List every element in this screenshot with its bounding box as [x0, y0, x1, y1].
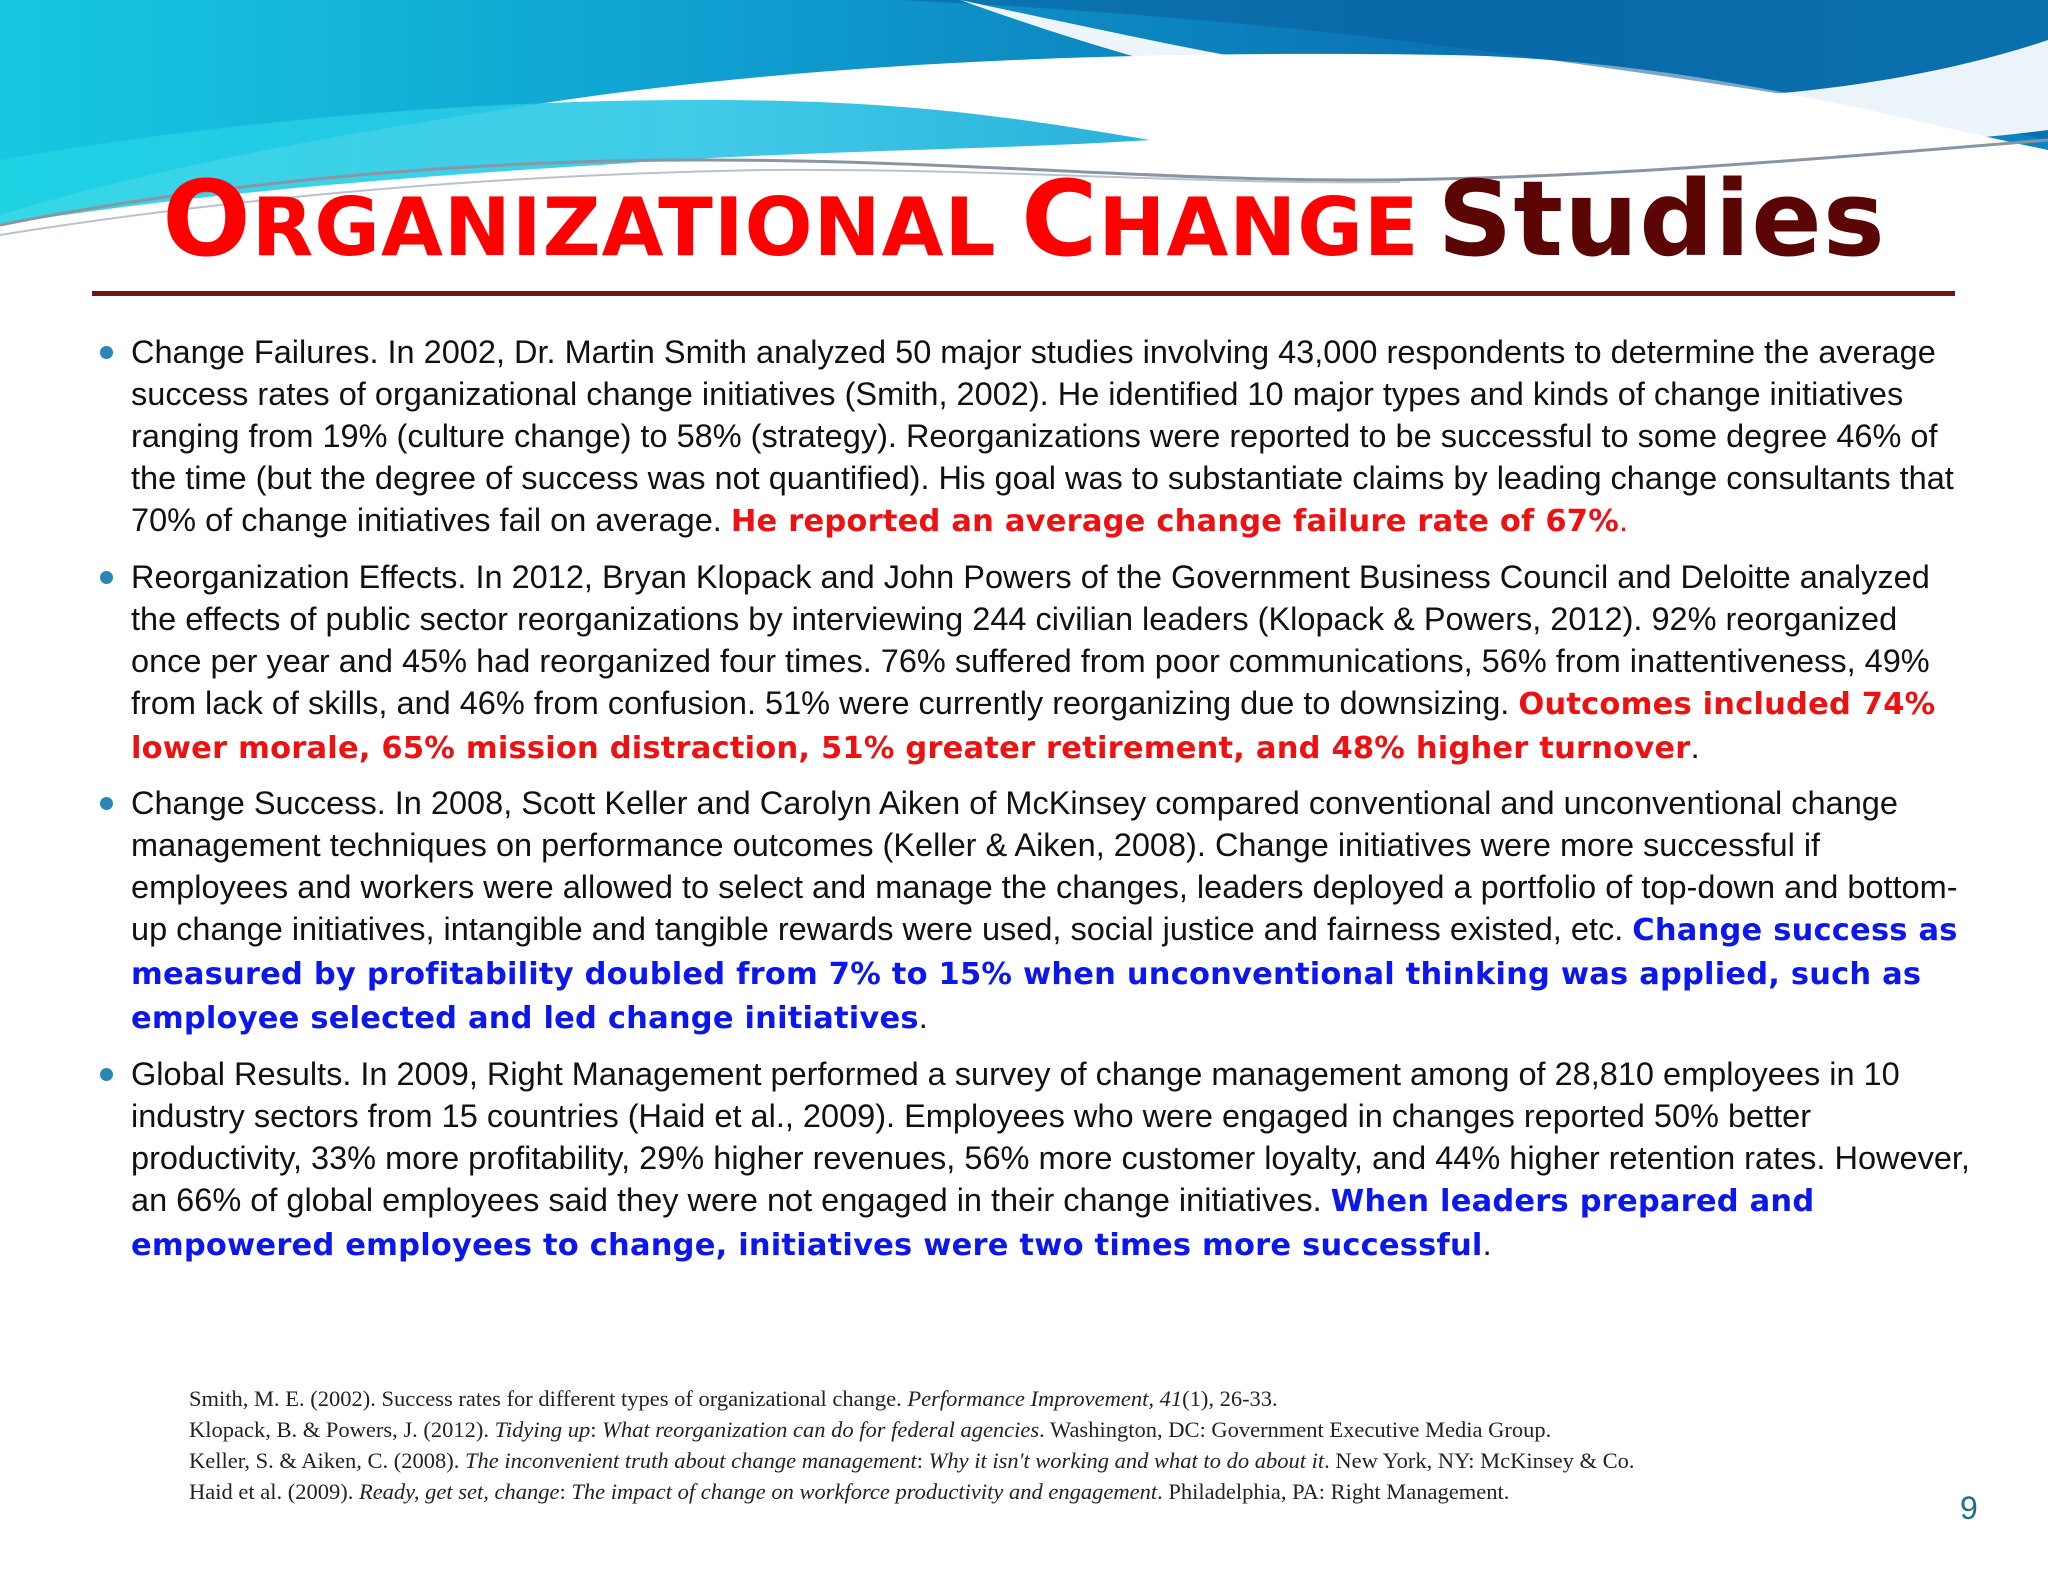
reference-text: Haid et al. (2009).: [189, 1479, 359, 1504]
reference-item: [189, 1414, 1969, 1445]
title-word-studies: Studies: [1437, 158, 1886, 280]
bullet-end: .: [1618, 502, 1628, 538]
reference-text: Klopack, B. & Powers, J. (2012).: [189, 1417, 495, 1442]
bullet-text: Reorganization Effects. In 2012, Bryan Klopack and John Powers of the Government Business Council and Deloitte analyzed the effects of public sector reorganizations by interviewing 244 civilian leaders (Klopack & Powers, 2012). 92% reorganized once per year and 45% had reorganized four times. 76% suffered from poor communications, 56% from inattentiveness, 49% from lack of skills, and 46% from confusion. 51% were currently reorganizing due to downsizing.: [131, 558, 1930, 721]
bullet-highlight: When leaders prepared and empowered employees to change, initiatives were two times more successful: [131, 1183, 1815, 1263]
reference-text: (1), 26-33.: [1182, 1386, 1278, 1411]
bullet-text: Change Failures. In 2002, Dr. Martin Smith analyzed 50 major studies involving 43,000 respondents to determine the average success rates of organizational change initiatives (Smith, 2002). He identified 10 major types and kinds of change initiatives ranging from 19% (culture change) to 58% (strategy). Reorganizations were reported to be successful to some degree 46% of the time (but the degree of success was not quantified). His goal was to substantiate claims by leading change consultants that 70% of change initiatives fail on average.: [131, 334, 1954, 538]
bullet-end: .: [918, 999, 928, 1035]
bullet-text: Global Results. In 2009, Right Management performed a survey of change management among of 28,810 employees in 10 industry sectors from 15 countries (Haid et al., 2009). Employees who were engaged in changes reported 50% better productivity, 33% more profitability, 29% higher revenues, 56% more customer loyalty, and 44% higher retention rates. However, an 66% of global employees said they were not engaged in their change initiatives.: [131, 1055, 1970, 1218]
bullet-dot-icon: [100, 571, 113, 584]
reference-italic: Tidying up: [494, 1417, 591, 1442]
reference-text: . Philadelphia, PA: Right Management.: [1157, 1479, 1510, 1504]
reference-text: Smith, M. E. (2002). Success rates for different types of organizational change.: [189, 1386, 908, 1411]
reference-item: [189, 1476, 1969, 1507]
reference-italic: The inconvenient truth about change management: [464, 1448, 917, 1473]
bullet-list: [96, 331, 1976, 1279]
bullet-dot-icon: [100, 797, 113, 810]
reference-text: . Washington, DC: Government Executive Media Group.: [1039, 1417, 1552, 1442]
bullet-end: .: [1482, 1225, 1492, 1262]
reference-text: :: [559, 1479, 572, 1504]
bullet-highlight: Outcomes included 74% lower morale, 65% mission distraction, 51% greater retirement, and 48% higher turnover: [131, 686, 1936, 766]
bullet-global-results: [96, 1053, 1976, 1267]
bullet-end: .: [1690, 728, 1700, 765]
reference-text: :: [590, 1417, 603, 1442]
title-underline-divider: [92, 291, 1955, 296]
bullet-text: Change Success. In 2008, Scott Keller and Carolyn Aiken of McKinsey compared conventional and unconventional change management techniques on performance outcomes (Keller & Aiken, 2008). Change initiatives were more successful if employees and workers were allowed to select and manage the changes, leaders deployed a portfolio of top-down and bottom-up change initiatives, intangible and tangible rewards were used, social justice and fairness existed, etc.: [131, 785, 1958, 947]
page-title: [0, 158, 2048, 280]
reference-text: :: [916, 1448, 929, 1473]
bullet-dot-icon: [100, 346, 113, 359]
reference-italic: Why it isn't working and what to do about it: [928, 1448, 1325, 1473]
bullet-highlight: He reported an average change failure rate of 67%: [730, 504, 1619, 539]
bullet-highlight: Change success as measured by profitability doubled from 7% to 15% when unconventional thinking was applied, such as employee selected and led change initiatives: [131, 913, 1958, 1036]
title-word-organizational: ORGANIZATIONAL: [162, 158, 997, 280]
reference-text: . New York, NY: McKinsey & Co.: [1324, 1448, 1635, 1473]
bullet-dot-icon: [100, 1068, 113, 1081]
references: [189, 1383, 1969, 1507]
reference-item: [189, 1445, 1969, 1476]
reference-italic: What reorganization can do for federal agencies: [602, 1417, 1040, 1442]
reference-italic: Ready, get set, change: [358, 1479, 560, 1504]
bullet-change-failures: [96, 331, 1976, 543]
title-word-change: CHANGE: [1021, 158, 1420, 280]
reference-item: [189, 1383, 1969, 1414]
page-number: 9: [1960, 1490, 1978, 1526]
reference-italic: Performance Improvement, 41: [907, 1386, 1183, 1411]
bullet-change-success: [96, 782, 1976, 1040]
reference-text: Keller, S. & Aiken, C. (2008).: [189, 1448, 465, 1473]
bullet-reorganization-effects: [96, 556, 1976, 770]
reference-italic: The impact of change on workforce productivity and engagement: [571, 1479, 1158, 1504]
